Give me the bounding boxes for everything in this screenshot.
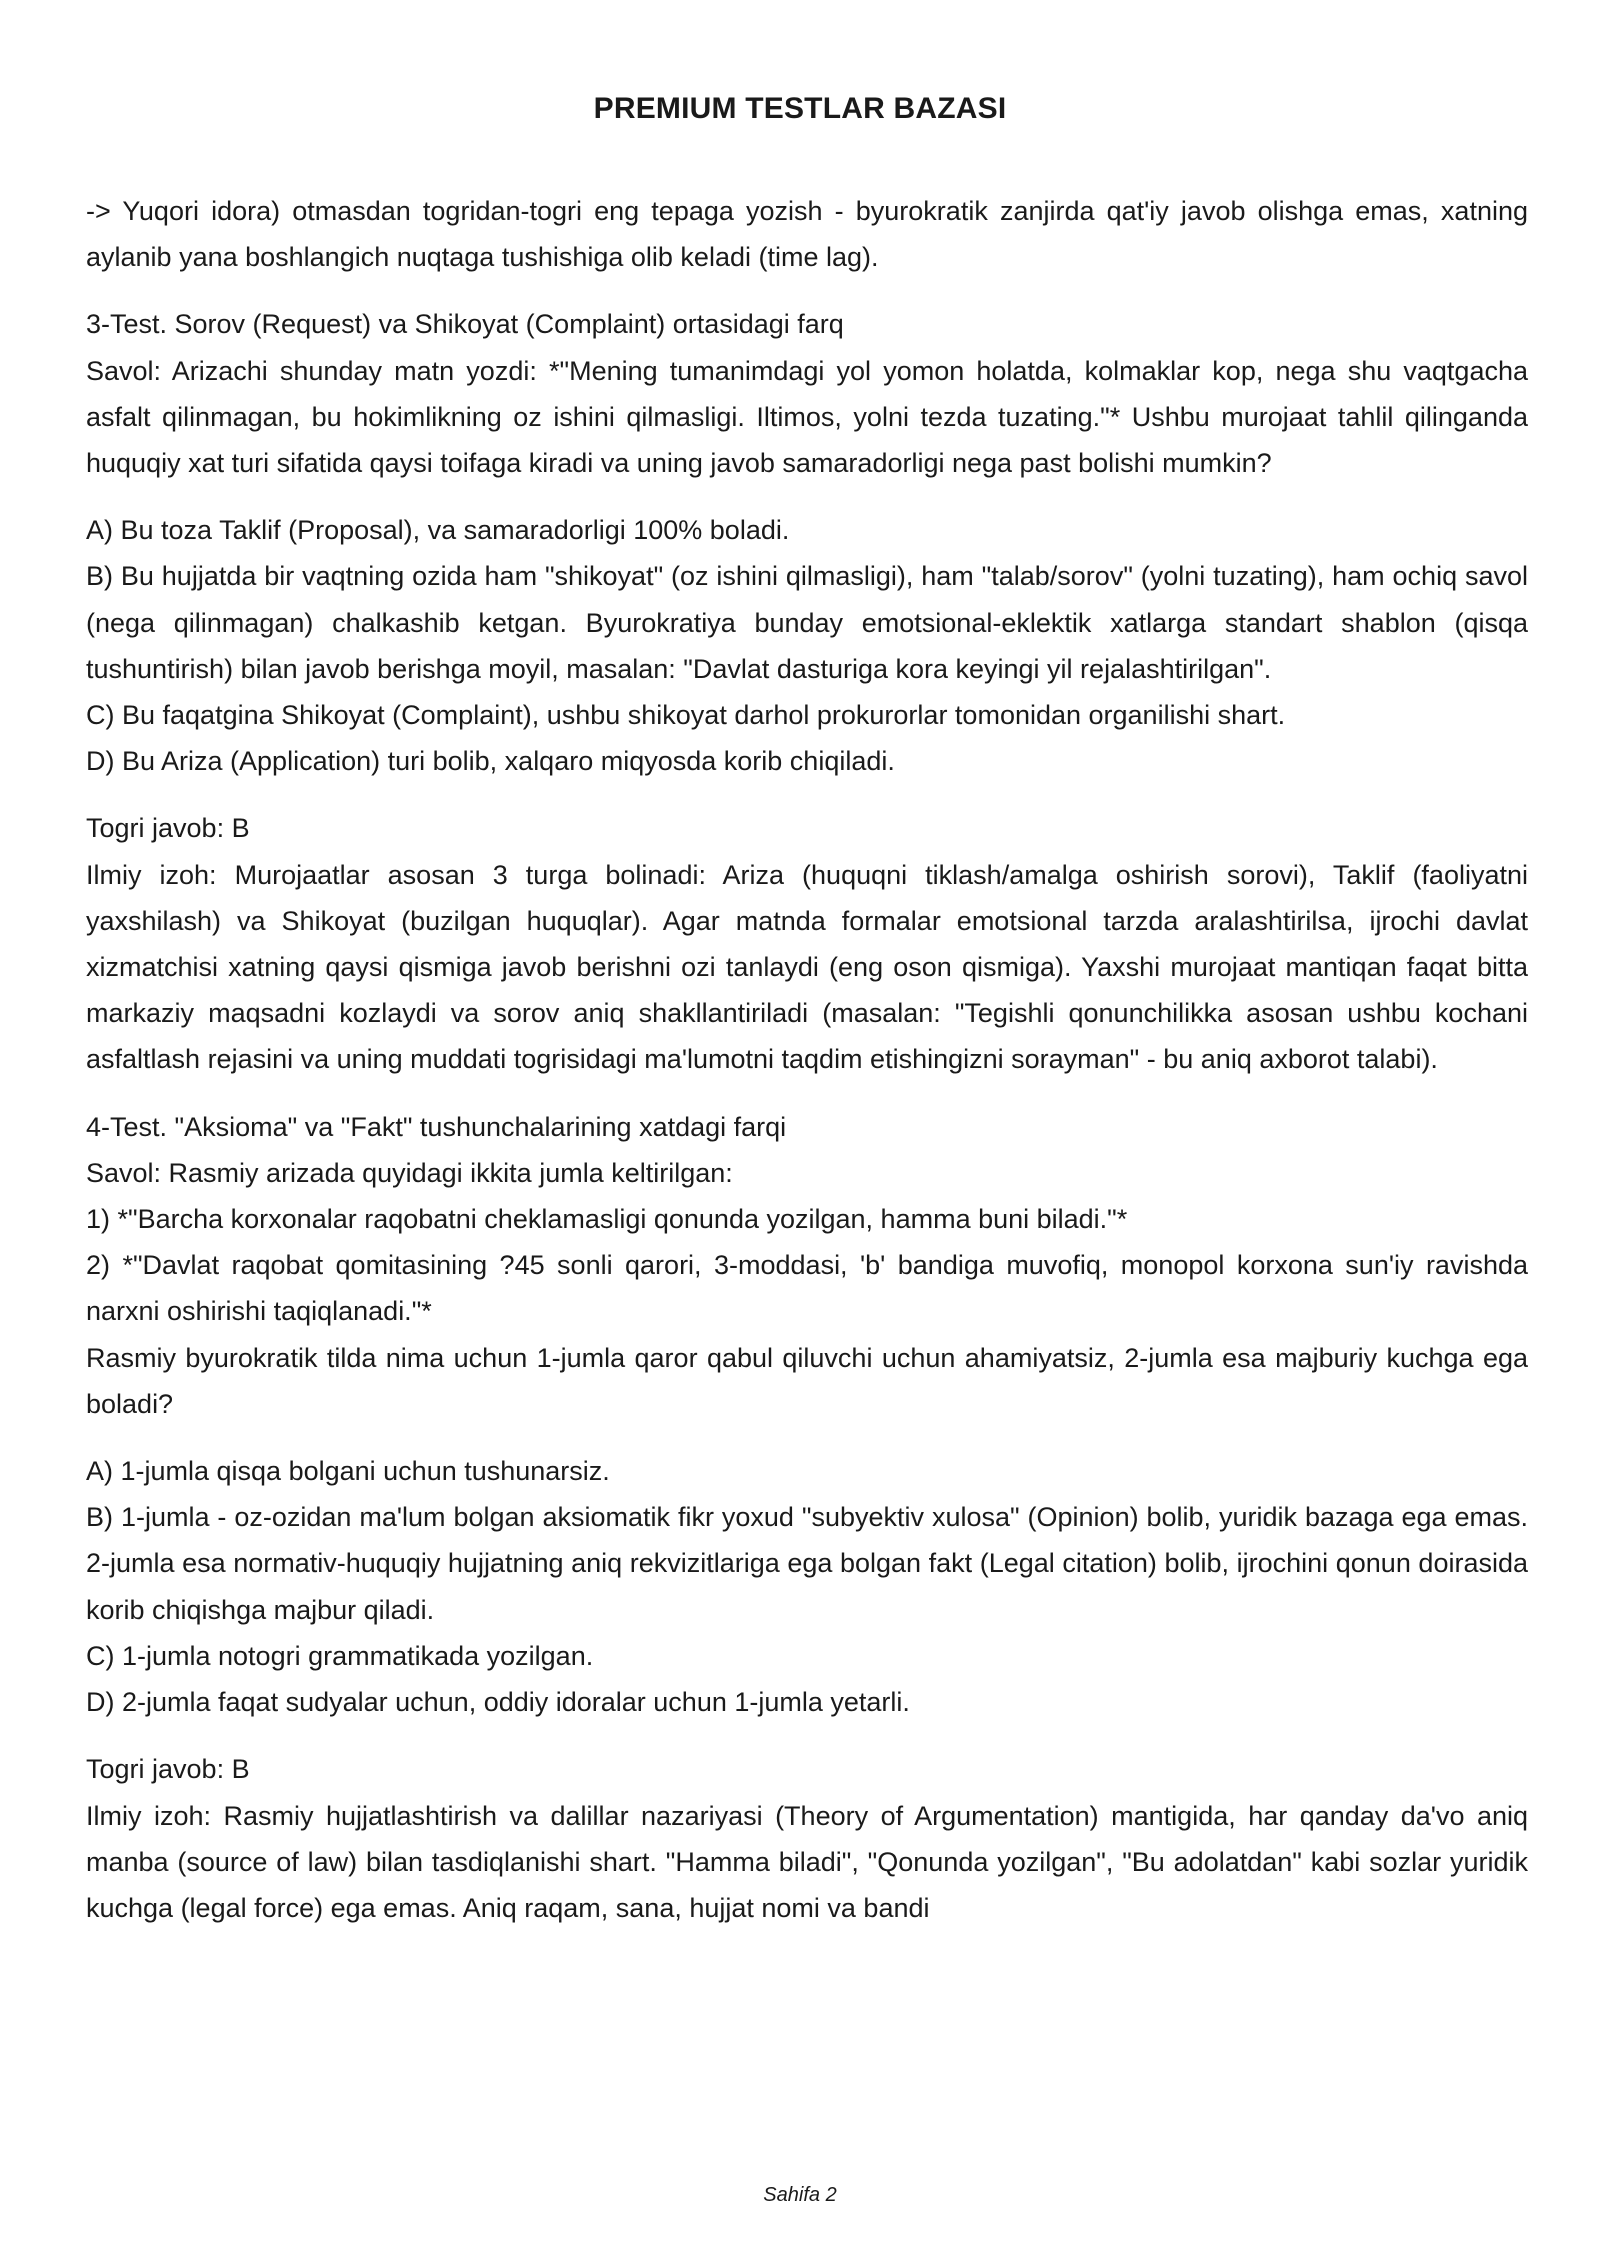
test-4-explanation: Ilmiy izoh: Rasmiy hujjatlashtirish va dalillar nazariyasi (Theory of Argumentation) mantigida, har qanday da'vo aniq manba (source of law) bilan tasdiqlanishi shart. "Hamma biladi", "Qonunda yozilgan", "Bu adolatdan" kabi sozlar yuridik kuchga (legal force) ega emas. Aniq raqam, sana, hujjat nomi va bandi [86, 1800, 1528, 1923]
test-3-option-c: C) Bu faqatgina Shikoyat (Complaint), ushbu shikoyat darhol prokurorlar tomonidan organilishi shart. [86, 700, 1286, 731]
test-4-question-intro: Savol: Rasmiy arizada quyidagi ikkita jumla keltirilgan: [86, 1157, 733, 1188]
test-3-question: Savol: Arizachi shunday matn yozdi: *"Mening tumanimdagi yol yomon holatda, kolmaklar kop, nega shu vaqtgacha asfalt qilinmagan, bu hokimlikning oz ishini qilmasligi. Iltimos, yolni tezda tuzating."* Ushbu murojaat tahlil qilinganda huquqiy xat turi sifatida qaysi toifaga kiradi va uning javob samaradorligi nega past bolishi mumkin? [86, 355, 1528, 479]
test-3-option-b: B) Bu hujjatda bir vaqtning ozida ham "shikoyat" (oz ishini qilmasligi), ham "talab/sorov" (yolni tuzating), ham ochiq savol (nega qilinmagan) chalkashib ketgan. Byurokratiya bunday emotsional-eklektik xatlarga standart shablon (qisqa tushuntirish) bilan javob berishga moyil, masalan: "Davlat dasturiga kora keyingi yil rejalashtirilgan". [86, 561, 1528, 684]
test-4-options [86, 1448, 1528, 1725]
intro-paragraph [86, 188, 1528, 280]
test-3-options [86, 507, 1528, 784]
test-4-title: 4-Test. "Aksioma" va "Fakt" tushunchalarining xatdagi farqi [86, 1111, 787, 1142]
test-3-explanation: Ilmiy izoh: Murojaatlar asosan 3 turga bolinadi: Ariza (huquqni tiklash/amalga oshirish sorovi), Taklif (faoliyatni yaxshilash) va Shikoyat (buzilgan huquqlar). Agar matnda formalar emotsional tarzda aralashtirilsa, ijrochi davlat xizmatchisi xatning qaysi qismiga javob berishni ozi tanlaydi (eng oson qismiga). Yaxshi murojaat mantiqan faqat bitta markaziy maqsadni kozlaydi va sorov aniq shakllantiriladi (masalan: "Tegishli qonunchilikka asosan ushbu kochani asfaltlash rejasini va uning muddati togrisidagi ma'lumotni taqdim etishingizni sorayman" - bu aniq axborot talabi). [86, 859, 1528, 1075]
page-title: PREMIUM TESTLAR BAZASI [593, 92, 1007, 125]
document-body [86, 188, 1528, 1952]
test-4-option-d: D) 2-jumla faqat sudyalar uchun, oddiy idoralar uchun 1-jumla yetarli. [86, 1687, 910, 1718]
test-4-answer: Togri javob: B [86, 1754, 250, 1785]
test-3-question-block [86, 301, 1528, 486]
test-4-option-c: C) 1-jumla notogri grammatikada yozilgan. [86, 1640, 594, 1671]
test-4-question: Rasmiy byurokratik tilda nima uchun 1-jumla qaror qabul qiluvchi uchun ahamiyatsiz, 2-jumla esa majburiy kuchga ega boladi? [86, 1342, 1528, 1419]
test-4-answer-block [86, 1746, 1528, 1931]
intro-text: -> Yuqori idora) otmasdan togridan-togri eng tepaga yozish - byurokratik zanjirda qat'iy javob olishga emas, xatning aylanib yana boshlangich nuqtaga tushishiga olib keladi (time lag). [86, 196, 1528, 273]
test-4-statement-2: 2) *"Davlat raqobat qomitasining ?45 sonli qarori, 3-moddasi, 'b' bandiga muvofiq, monopol korxona sun'iy ravishda narxni oshirishi taqiqlanadi."* [86, 1250, 1528, 1327]
test-3-option-a: A) Bu toza Taklif (Proposal), va samaradorligi 100% boladi. [86, 515, 790, 546]
test-4-option-a: A) 1-jumla qisqa bolgani uchun tushunarsiz. [86, 1456, 610, 1487]
test-3-option-d: D) Bu Ariza (Application) turi bolib, xalqaro miqyosda korib chiqiladi. [86, 746, 895, 777]
test-3-title: 3-Test. Sorov (Request) va Shikoyat (Complaint) ortasidagi farq [86, 309, 844, 340]
test-4-question-block [86, 1104, 1528, 1427]
test-4-statement-1: 1) *"Barcha korxonalar raqobatni cheklamasligi qonunda yozilgan, hamma buni biladi."* [86, 1204, 1128, 1235]
test-3-answer-block [86, 805, 1528, 1082]
page-number: Sahifa 2 [763, 2184, 837, 2206]
test-3-answer: Togri javob: B [86, 813, 250, 844]
test-4-option-b: B) 1-jumla - oz-ozidan ma'lum bolgan aksiomatik fikr yoxud "subyektiv xulosa" (Opinion) bolib, yuridik bazaga ega emas. 2-jumla esa normativ-huquqiy hujjatning aniq rekvizitlariga ega bolgan fakt (Legal citation) bolib, ijrochini qonun doirasida korib chiqishga majbur qiladi. [86, 1502, 1528, 1625]
